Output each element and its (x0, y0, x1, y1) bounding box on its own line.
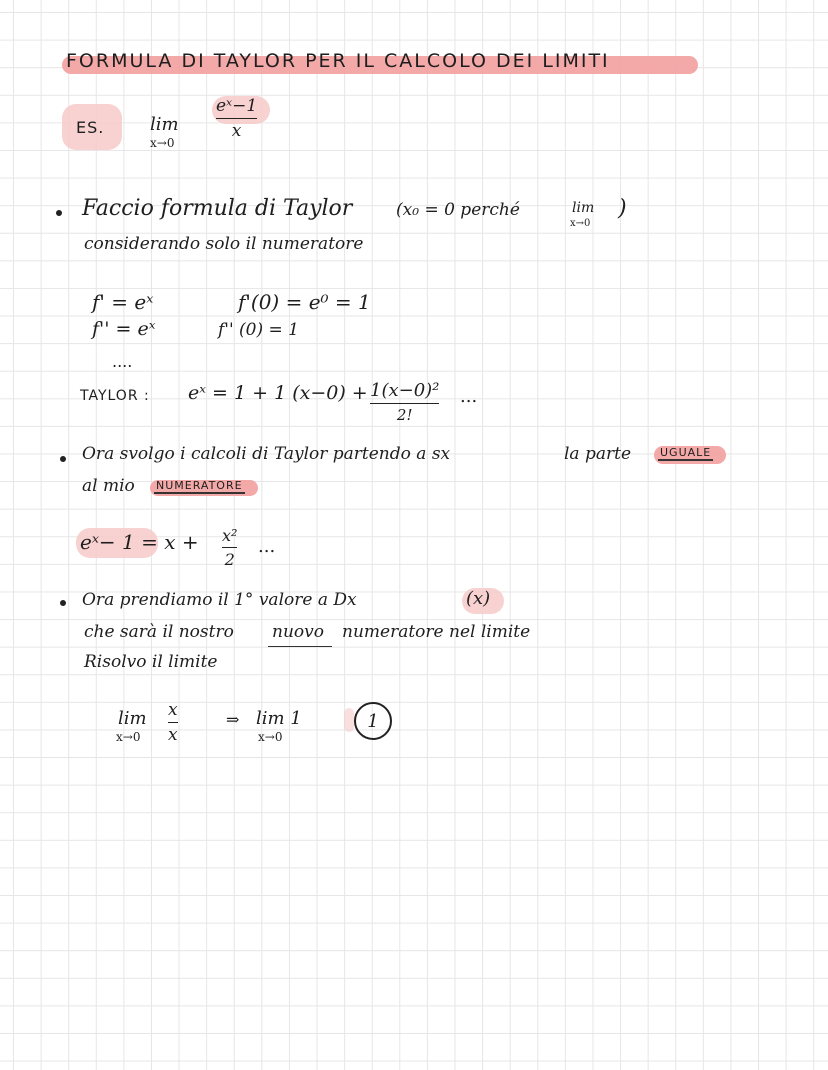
fraction-bar (222, 547, 237, 548)
derivative-dots: .... (112, 352, 133, 371)
example-lim: lim (150, 114, 179, 135)
derivative-f2-at0: f'' (0) = 1 (218, 320, 299, 340)
example-denominator: x (231, 121, 242, 141)
badge-uguale: UGUALE (660, 446, 712, 459)
final-frac-num: x (168, 700, 178, 720)
bullet1-lim: lim (572, 200, 595, 216)
expansion-frac-den: 2 (224, 550, 235, 569)
fraction-bar (370, 403, 439, 404)
final-arrow: ⇒ (226, 710, 240, 729)
example-fraction (216, 96, 257, 141)
taylor-trail: ... (460, 386, 478, 407)
derivative-f2: f'' = eˣ (92, 318, 156, 340)
taylor-frac-num: 1(x−0)² (370, 380, 440, 401)
bullet1-paren: (x₀ = 0 perché (396, 200, 520, 220)
final-lim2-sub: x→0 (258, 730, 283, 744)
bullet-1 (56, 210, 62, 216)
bullet3-line1: Ora prendiamo il 1° valore a Dx (82, 590, 357, 610)
final-lim2: lim 1 (256, 708, 302, 729)
final-lim-sub: x→0 (116, 730, 141, 744)
expansion-trail: ... (258, 536, 276, 557)
page-title: FORMULA DI TAYLOR PER IL CALCOLO DEI LIMITI (66, 50, 610, 72)
nuovo-underline (268, 646, 332, 647)
fraction-bar (216, 118, 257, 119)
expansion-frac-num: x² (222, 526, 238, 545)
result-highlight (344, 708, 354, 732)
bullet3-line2-underlined: nuovo (272, 622, 324, 642)
bullet1-lim-sub: x→0 (570, 218, 591, 229)
bullet1-line1: Faccio formula di Taylor (82, 196, 353, 221)
bullet2-line1: Ora svolgo i calcoli di Taylor partendo a sx (82, 444, 451, 464)
taylor-frac-den: 2! (396, 406, 413, 424)
result-circle (354, 702, 392, 740)
bullet3-line2a: che sarà il nostro (84, 622, 234, 642)
taylor-label: TAYLOR : (80, 388, 150, 404)
final-lim: lim (118, 708, 147, 729)
expansion-fraction (222, 526, 237, 569)
taylor-fraction (370, 380, 439, 424)
badge-numeratore: NUMERATORE (156, 479, 243, 492)
final-fraction (168, 700, 178, 745)
derivative-f1: f' = eˣ (92, 290, 154, 314)
bullet-2 (60, 456, 66, 462)
taylor-expr: eˣ = 1 + 1 (x−0) + (188, 382, 368, 404)
bullet-3 (60, 600, 66, 606)
example-numerator: eˣ−1 (216, 96, 258, 116)
example-label: ES. (76, 118, 105, 137)
bullet1-paren-close: ) (618, 196, 627, 221)
bullet3-line3: Risolvo il limite (84, 652, 218, 672)
derivative-f1-at0: f'(0) = e⁰ = 1 (238, 290, 371, 314)
bullet2-line2: al mio (82, 476, 135, 496)
final-result: 1 (367, 710, 379, 732)
fraction-bar (168, 722, 178, 723)
bullet3-line2b: numeratore nel limite (342, 622, 531, 642)
bullet3-paren: (x) (466, 588, 491, 609)
bullet2-line1-end: la parte (564, 444, 632, 464)
bullet1-line2: considerando solo il numeratore (84, 234, 364, 254)
example-lim-sub: x→0 (150, 136, 175, 150)
final-frac-den: x (168, 725, 178, 745)
expansion-left: eˣ− 1 = x + (80, 530, 199, 554)
